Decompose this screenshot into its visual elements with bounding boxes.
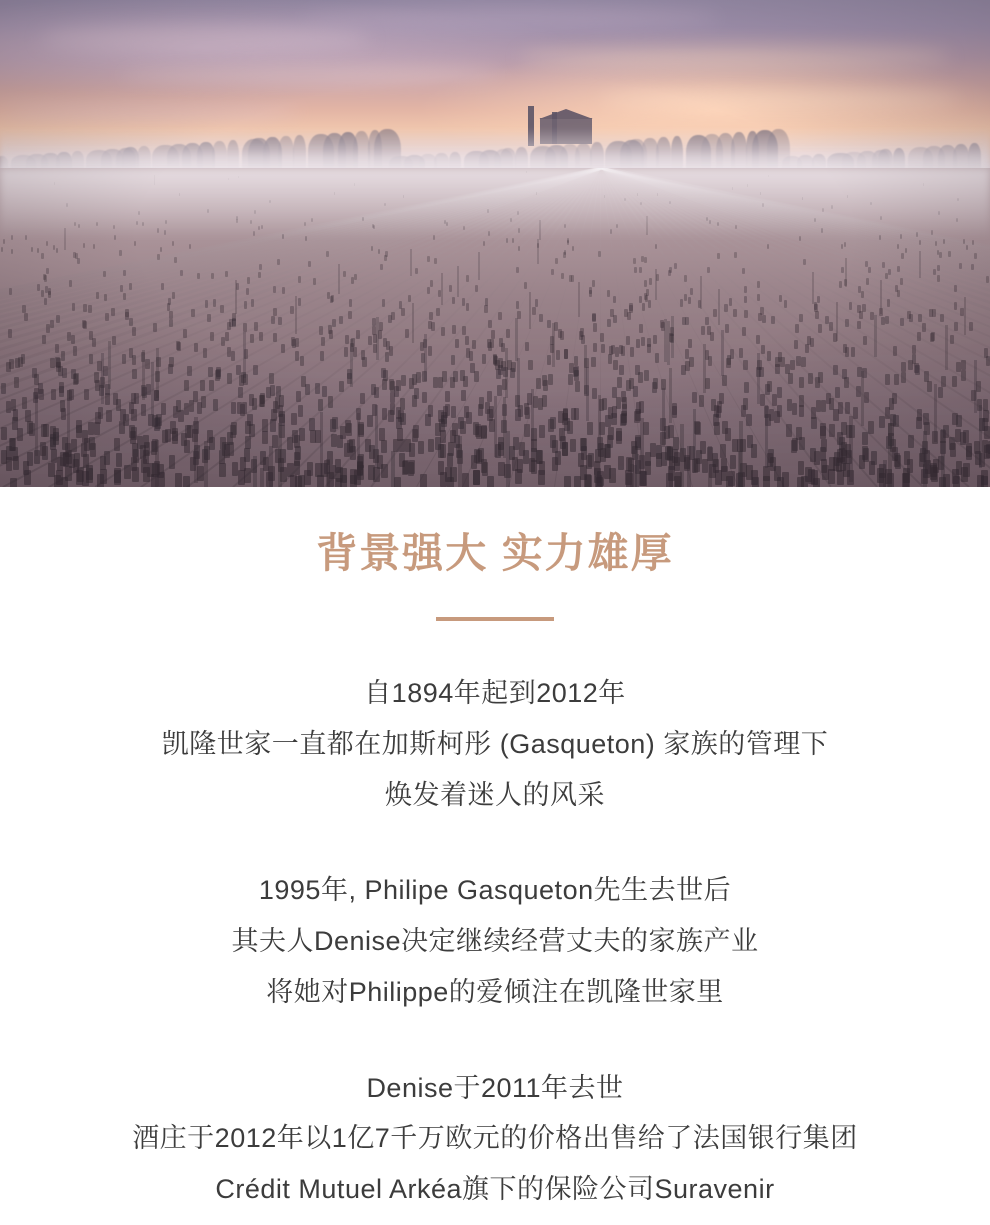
text-line: 自1894年起到2012年: [364, 678, 626, 709]
paragraph-history: [0, 668, 990, 820]
text-line: 焕发着迷人的风采: [385, 779, 605, 810]
text-line: Denise于2011年去世: [366, 1072, 624, 1103]
paragraph-sale: [0, 1063, 990, 1215]
page-title: 背景强大 实力雄厚: [316, 530, 674, 576]
article-content: [0, 487, 990, 1215]
photo-vignette: [0, 0, 990, 487]
text-line: 1995年, Philipe Gasqueton先生去世后: [258, 875, 732, 906]
title-divider: [436, 617, 554, 621]
paragraph-denise: [0, 865, 990, 1017]
text-line: 凯隆世家一直都在加斯柯彤 (Gasqueton) 家族的管理下: [161, 728, 829, 759]
text-line: 将她对Philippe的爱倾注在凯隆世家里: [266, 976, 724, 1007]
text-line: 酒庄于2012年以1亿7千万欧元的价格出售给了法国银行集团: [132, 1123, 858, 1154]
text-line: 其夫人Denise决定继续经营丈夫的家族产业: [231, 926, 759, 957]
text-line: Crédit Mutuel Arkéa旗下的保险公司Suravenir: [215, 1174, 775, 1205]
vineyard-hero-image: [0, 0, 990, 487]
